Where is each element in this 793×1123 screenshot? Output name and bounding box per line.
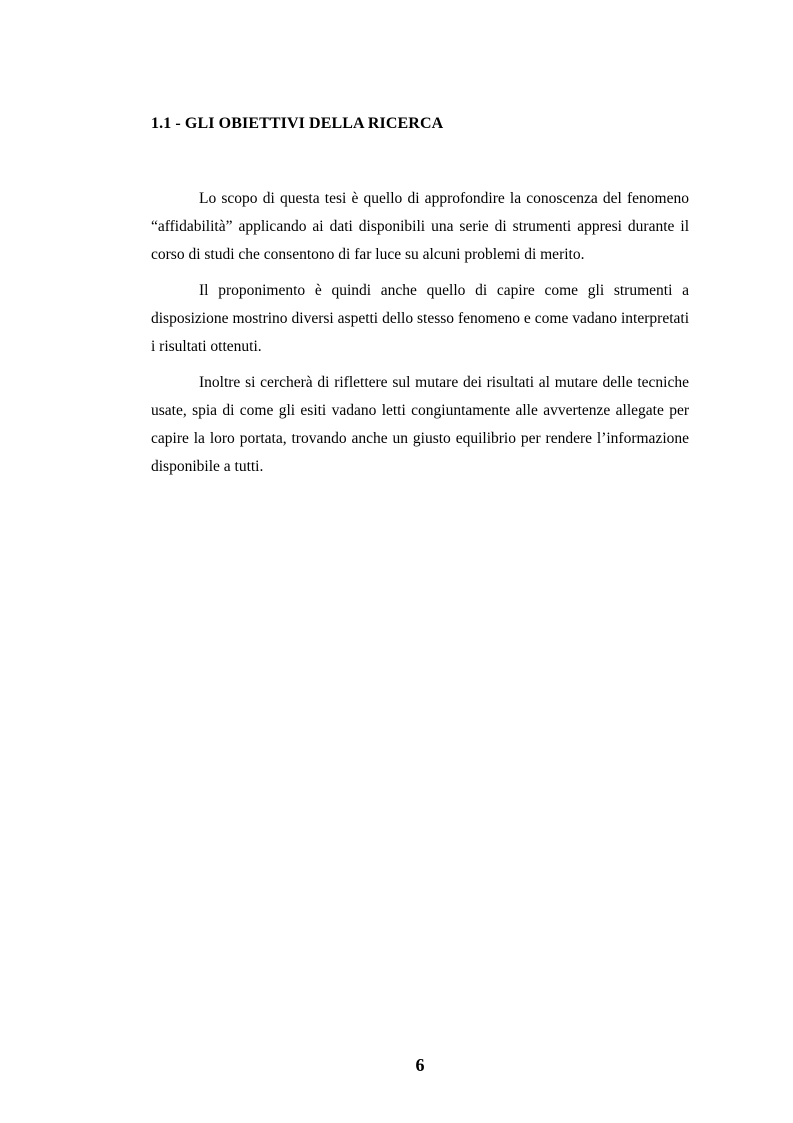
paragraph-3: Inoltre si cercherà di riflettere sul mutare dei risultati al mutare delle tecniche usate, spia di come gli esiti vadano letti congiuntamente alle avvertenze allegate per capire la loro portata, trovando anche un giusto equilibrio per rendere l’informazione disponibile a tutti.: [151, 374, 689, 475]
paragraph-1: Lo scopo di questa tesi è quello di approfondire la conoscenza del fenomeno “affidabilità” applicando ai dati disponibili una serie di strumenti appresi durante il corso di studi che consentono di far luce su alcuni problemi di merito.: [151, 190, 689, 263]
body-text: [151, 185, 689, 489]
section-title: 1.1 - GLI OBIETTIVI DELLA RICERCA: [151, 115, 444, 132]
paragraph-2: Il proponimento è quindi anche quello di capire come gli strumenti a disposizione mostrino diversi aspetti dello stesso fenomeno e come vadano interpretati i risultati ottenuti.: [151, 282, 689, 355]
page-number: 6: [415, 1055, 425, 1075]
